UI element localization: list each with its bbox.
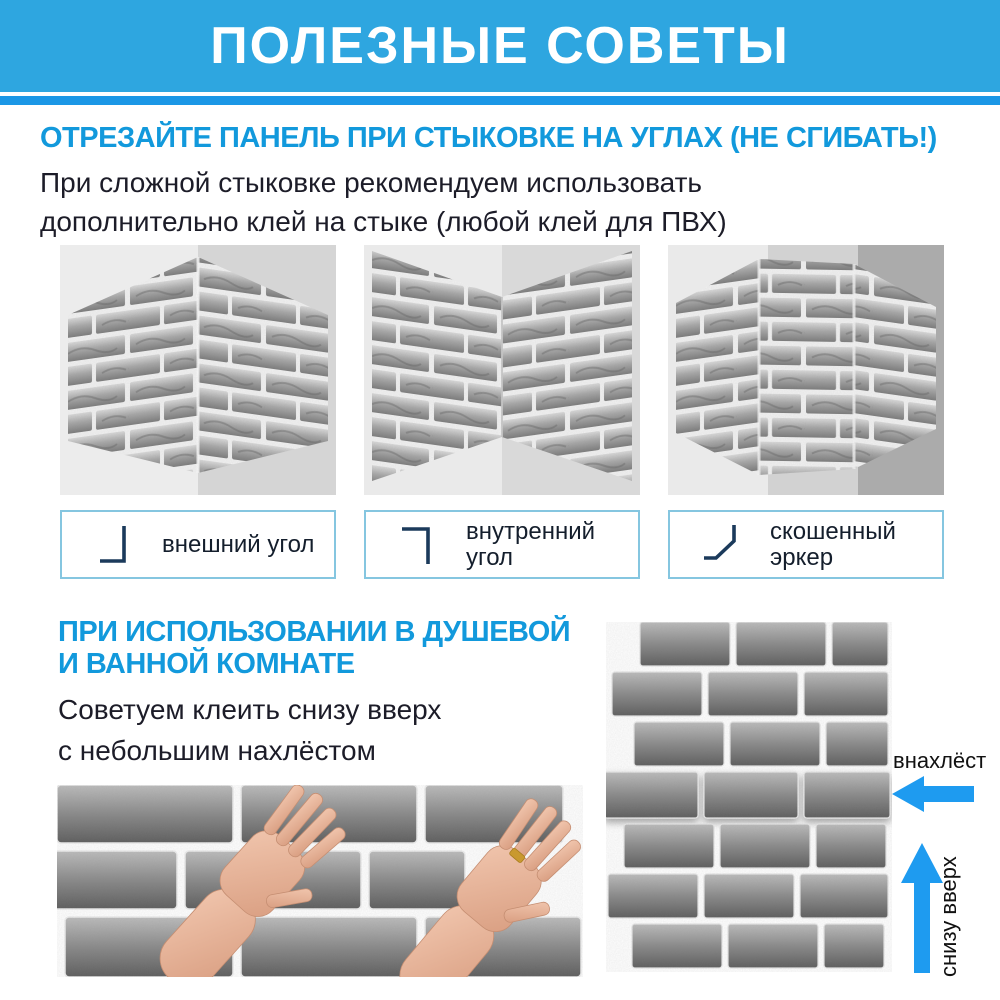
body-line: с небольшим нахлёстом — [58, 734, 376, 766]
heading-line: ПРИ ИСПОЛЬЗОВАНИИ В ДУШЕВОЙ — [58, 616, 571, 648]
section-bathroom-body — [58, 690, 598, 771]
corner-type-box-external — [60, 510, 336, 579]
corner-type-label: внутренний угол — [466, 517, 596, 571]
corner-type-label: скошенный эркер — [770, 517, 896, 571]
beveled-bay-panel-image — [668, 245, 944, 495]
body-line: дополнительно клей на стыке (любой клей для ПВХ) — [40, 205, 727, 237]
corner-type-label: внешний угол — [162, 530, 315, 558]
internal-corner-panel-image — [364, 245, 640, 495]
hands-pressing-panel-image — [57, 785, 587, 977]
body-line: При сложной стыковке рекомендуем использовать — [40, 167, 702, 198]
banner — [0, 0, 1000, 96]
banner-strip — [0, 96, 1000, 105]
overlap-arrow-label: внахлёст — [893, 748, 987, 773]
banner-title: ПОЛЕЗНЫЕ СОВЕТЫ — [210, 17, 790, 75]
overlap-panel-image — [606, 622, 892, 978]
external-corner-icon — [94, 522, 140, 568]
section-corners-body — [40, 164, 800, 241]
corner-type-box-bay — [668, 510, 944, 579]
corner-labels-row — [60, 510, 944, 579]
overlap-arrow-icon — [892, 776, 974, 812]
bottom-up-arrow-label: снизу вверх — [936, 856, 961, 977]
heading-line: И ВАННОЙ КОМНАТЕ — [58, 648, 355, 681]
external-corner-panel-image — [60, 245, 336, 495]
internal-corner-icon — [398, 522, 444, 568]
beveled-bay-icon — [702, 522, 748, 568]
body-line: Советуем клеить снизу вверх — [58, 694, 442, 725]
section-bathroom-heading — [58, 616, 618, 681]
corner-type-box-internal — [364, 510, 640, 579]
section-corners-heading: ОТРЕЗАЙТЕ ПАНЕЛЬ ПРИ СТЫКОВКЕ НА УГЛАХ (НЕ СГИБАТЬ!) — [40, 122, 937, 154]
corner-images-row — [60, 245, 944, 495]
